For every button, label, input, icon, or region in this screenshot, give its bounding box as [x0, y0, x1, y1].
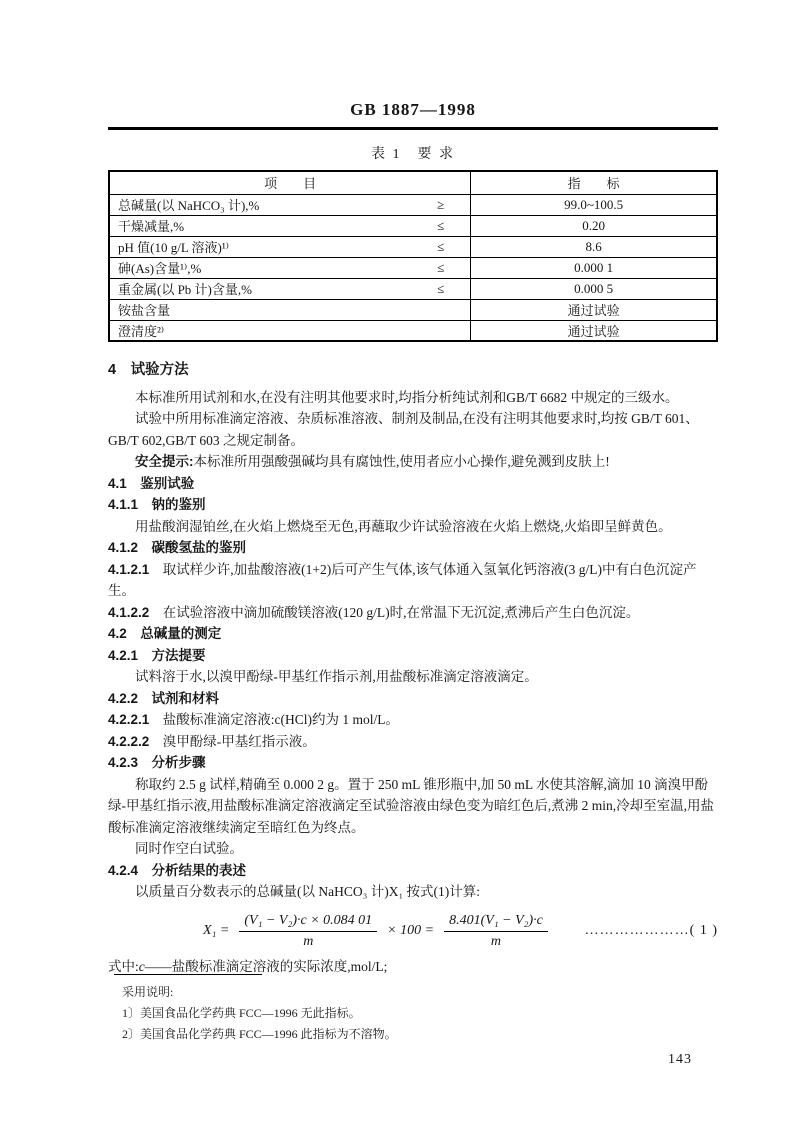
clause-title: 试验方法: [130, 362, 189, 378]
footnotes-title: 采用说明:: [122, 985, 174, 999]
requirements-table-body: [109, 194, 717, 341]
footnotes-separator: [114, 974, 262, 975]
formula-dots: …………………: [584, 922, 690, 938]
fraction-denominator: m: [490, 933, 502, 949]
formula-operator: × 100 =: [387, 922, 435, 938]
clause-number: 4.2.2: [108, 690, 139, 706]
clause-title: 分析结果的表述: [151, 862, 247, 878]
item-cell: [109, 257, 471, 278]
formula-lhs: X₁ =: [203, 922, 230, 938]
paragraph-text: 试验中所用标准滴定溶液、杂质标准溶液、制剂及制品,在没有注明其他要求时,均按 GB/T 601、GB/T 602,GB/T 603 之规定制备。: [108, 411, 699, 448]
paragraph-text: 本标准所用试剂和水,在没有注明其他要求时,均指分析纯试剂和GB/T 6682 中规定的三级水。: [135, 389, 679, 405]
paragraph-lead: 安全提示:: [135, 454, 194, 469]
table-row: [109, 320, 717, 341]
formula-note-symbol: c: [138, 958, 145, 974]
paragraph: [108, 516, 718, 538]
relation-symbol: ≤: [437, 217, 445, 233]
item-cell: [109, 278, 471, 299]
clause-number: 4.1.2.2: [108, 604, 150, 620]
item-cell: [109, 299, 471, 320]
paragraph-text: 用盐酸润湿铂丝,在火焰上燃烧至无色,再蘸取少许试验溶液在火焰上燃烧,火焰即呈鲜黄色。: [135, 518, 672, 534]
paragraph: [108, 666, 718, 688]
table-header-row: [109, 171, 717, 194]
clause-title: 钠的鉴别: [151, 497, 206, 512]
section-heading: [108, 494, 718, 516]
clause-text: 在试验溶液中滴加硫酸镁溶液(120 g/L)时,在常温下无沉淀,煮沸后产生白色沉淀。: [162, 604, 640, 620]
clause-paragraph: [108, 602, 718, 624]
clause-title: 方法提要: [151, 647, 206, 663]
formula-fraction-2: [444, 912, 548, 950]
formula-fraction-1: [239, 912, 377, 950]
clause-title: 鉴别试验: [140, 475, 195, 491]
relation-symbol: ≤: [437, 259, 445, 275]
table-row: [109, 299, 717, 320]
footnotes: [122, 974, 397, 1045]
clause-title: 总碱量的测定: [140, 626, 222, 641]
clause-paragraph: [108, 709, 718, 731]
section-heading: [108, 537, 718, 559]
value-cell: 通过试验: [471, 299, 717, 320]
item-label: pH 值(10 g/L 溶液)¹⁾: [118, 240, 229, 255]
clause-text: 溴甲酚绿-甲基红指示液。: [162, 733, 316, 749]
clause-number: 4.1: [108, 475, 127, 491]
fraction-numerator: (V₁ − V₂)·c × 0.084 01: [239, 912, 377, 932]
paragraph-text: 以质量百分数表示的总碱量(以 NaHCO₃ 计)X₁ 按式(1)计算:: [135, 884, 481, 899]
section-heading: [108, 860, 718, 882]
item-cell: [109, 320, 471, 341]
value-cell: 0.000 5: [471, 278, 717, 299]
section-heading: [108, 688, 718, 710]
clause-number: 4.2.4: [108, 862, 139, 878]
section-heading: [108, 752, 718, 774]
column-header-item: 项 目: [109, 171, 471, 194]
table-row: [109, 236, 717, 257]
paragraph-text: 本标准所用强酸强碱均具有腐蚀性,使用者应小心操作,避免溅到皮肤上!: [193, 454, 610, 469]
relation-symbol: ≤: [437, 280, 445, 296]
item-cell: [109, 194, 471, 215]
paragraph-text: 试料溶于水,以溴甲酚绿-甲基红作指示剂,用盐酸标准滴定溶液滴定。: [135, 669, 538, 684]
item-label: 总碱量(以 NaHCO₃ 计),%: [118, 198, 260, 213]
relation-symbol: ≥: [437, 196, 445, 212]
body-content: [108, 360, 718, 903]
clause-title: 分析步骤: [151, 755, 206, 770]
page-number: 143: [668, 1052, 692, 1067]
formula-note-rest: ——盐酸标准滴定溶液的实际浓度,mol/L;: [144, 958, 388, 974]
clause-number: 4.1.2.1: [108, 561, 150, 577]
clause-number: 4.2.2.1: [108, 712, 150, 727]
clause-title: 试剂和材料: [151, 690, 220, 706]
value-cell: 0.000 1: [471, 257, 717, 278]
table-row: [109, 278, 717, 299]
requirements-table: [108, 170, 718, 342]
fraction-denominator: m: [303, 933, 314, 949]
value-cell: 0.20: [471, 215, 717, 236]
paragraph: [108, 774, 718, 839]
clause-text: 取试样少许,加盐酸溶液(1+2)后可产生气体,该气体通入氢氧化钙溶液(3 g/L)中有白色沉淀产生。: [108, 561, 697, 598]
paragraph: [108, 881, 718, 903]
paragraph-text: 称取约 2.5 g 试样,精确至 0.000 2 g。置于 250 mL 锥形瓶中,加 50 mL 水使其溶解,滴加 10 滴溴甲酚绿-甲基红指示液,用盐酸标准滴定溶液滴定至试验溶液由绿色变为暗红色后,煮沸 2 min,冷却至室温,用盐酸标准滴定溶液继续滴定至暗红色为终点。: [108, 776, 714, 835]
section-heading: [108, 645, 718, 667]
clause-title: 碳酸氢盐的鉴别: [151, 540, 247, 555]
standard-code: GB 1887—1998: [350, 100, 476, 119]
clause-paragraph: [108, 731, 718, 753]
item-cell: [109, 236, 471, 257]
item-label: 铵盐含量: [118, 303, 171, 318]
formula-tail: [585, 923, 718, 939]
clause-number: 4.2: [108, 626, 127, 641]
item-cell: [109, 215, 471, 236]
paragraph-text: 同时作空白试验。: [135, 841, 243, 856]
value-cell: 8.6: [471, 236, 717, 257]
value-cell: 99.0~100.5: [471, 194, 717, 215]
relation-symbol: ≤: [437, 238, 445, 254]
item-label: 澄清度²⁾: [118, 323, 165, 339]
clause-number: 4: [108, 362, 117, 378]
clause-number: 4.1.2: [108, 540, 139, 555]
table-row: [109, 194, 717, 215]
footnote-item: 1〕美国食品化学药典 FCC—1996 无此指标。: [122, 1006, 361, 1020]
paragraph: [108, 451, 718, 473]
formula-note-prefix: 式中:: [108, 958, 139, 974]
paragraph: [108, 838, 718, 860]
clause-number: 4.1.1: [108, 497, 139, 512]
table-caption: 表 1 要 求: [371, 147, 455, 162]
footnote-item: 2〕美国食品化学药典 FCC—1996 此指标为不溶物。: [122, 1027, 397, 1041]
header-rule: [108, 127, 718, 130]
section-heading: [108, 473, 718, 495]
table-row: [109, 257, 717, 278]
table-row: [109, 215, 717, 236]
section-heading: [108, 623, 718, 645]
clause-number: 4.2.3: [108, 755, 139, 770]
column-header-index: 指 标: [471, 171, 717, 194]
item-label: 干燥减量,%: [118, 219, 185, 234]
value-cell: 通过试验: [567, 323, 620, 339]
clause-paragraph: [108, 559, 718, 602]
section-heading: [108, 360, 718, 382]
item-label: 砷(As)含量¹⁾,%: [118, 261, 202, 276]
paragraph: [108, 408, 718, 451]
clause-number: 4.2.1: [108, 647, 139, 663]
paragraph: [108, 387, 718, 409]
clause-number: 4.2.2.2: [108, 733, 150, 749]
formula: [108, 912, 718, 950]
fraction-numerator: 8.401(V₁ − V₂)·c: [444, 912, 548, 932]
item-label: 重金属(以 Pb 计)含量,%: [118, 282, 252, 297]
clause-text: 盐酸标准滴定溶液:c(HCl)约为 1 mol/L。: [162, 712, 400, 727]
equation-number: ( 1 ): [689, 922, 718, 938]
